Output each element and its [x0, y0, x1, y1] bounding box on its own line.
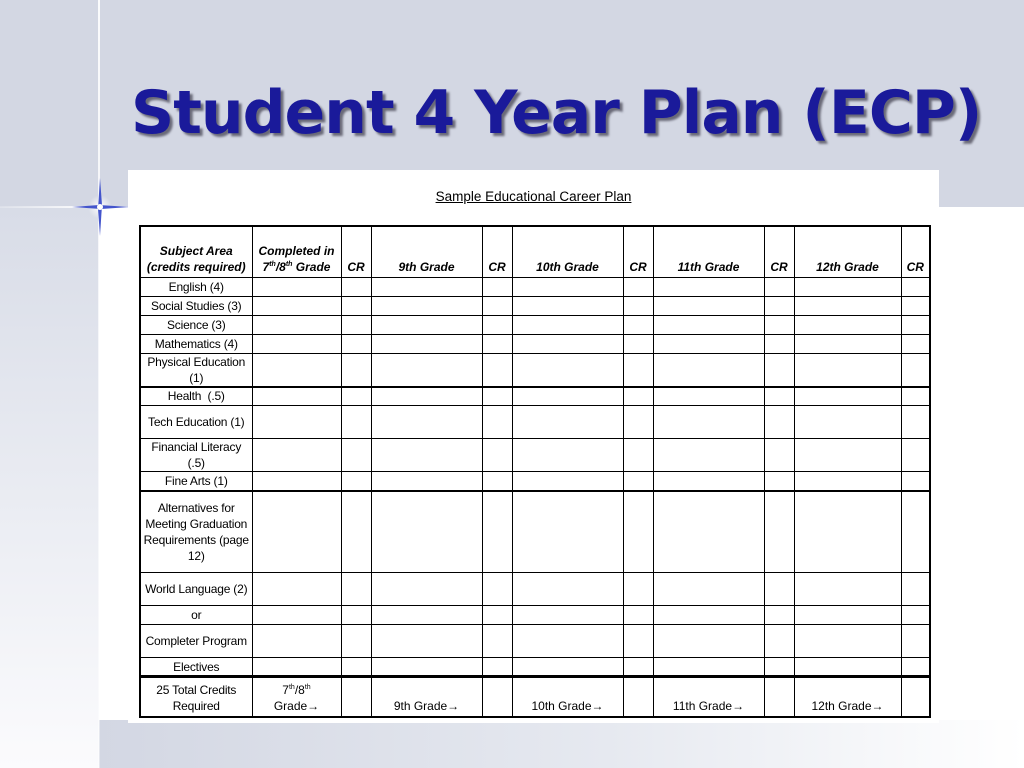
cr-cell[interactable] — [901, 472, 930, 491]
cr-cell[interactable] — [623, 387, 653, 406]
total-10th-grade-label: 10th Grade→ — [512, 677, 623, 717]
table-header-row — [140, 226, 930, 277]
grade-cell[interactable] — [794, 315, 901, 334]
completed-cell[interactable] — [252, 472, 341, 491]
vertical-accent-line — [98, 0, 100, 768]
cr-cell[interactable] — [623, 658, 653, 677]
grade-cell[interactable] — [794, 353, 901, 387]
cr-cell[interactable] — [901, 387, 930, 406]
table-row — [140, 491, 930, 573]
cr-cell[interactable] — [901, 334, 930, 353]
total-credits-label: 25 Total Credits Required — [140, 677, 252, 717]
document-panel — [128, 170, 939, 723]
cr-cell[interactable] — [341, 658, 371, 677]
total-11th-grade-label: 11th Grade→ — [653, 677, 764, 717]
grade-cell[interactable] — [794, 491, 901, 573]
cr-cell[interactable] — [764, 334, 794, 353]
cr-cell[interactable] — [764, 353, 794, 387]
cr-cell[interactable] — [901, 573, 930, 606]
cr-cell[interactable] — [764, 277, 794, 296]
cr-cell[interactable] — [341, 315, 371, 334]
grade-cell[interactable] — [794, 387, 901, 406]
career-plan-table — [139, 225, 931, 718]
cr-cell[interactable] — [482, 606, 512, 625]
cr-cell[interactable] — [764, 658, 794, 677]
grade-cell[interactable] — [371, 573, 482, 606]
cr-cell[interactable] — [482, 277, 512, 296]
cr-cell[interactable] — [623, 677, 653, 717]
grade-cell[interactable] — [653, 658, 764, 677]
total-completed-label: 7th/8th Grade→ — [252, 677, 341, 717]
grade-cell[interactable] — [794, 406, 901, 439]
cr-cell[interactable] — [901, 353, 930, 387]
cr-cell[interactable] — [341, 573, 371, 606]
cr-cell[interactable] — [482, 439, 512, 472]
subject-cell: Tech Education (1) — [140, 406, 252, 439]
subject-cell: Physical Education (1) — [140, 353, 252, 387]
grade-cell[interactable] — [794, 334, 901, 353]
grade-cell[interactable] — [512, 277, 623, 296]
completed-cell[interactable] — [252, 491, 341, 573]
cr-cell[interactable] — [901, 491, 930, 573]
cr-cell[interactable] — [623, 406, 653, 439]
grade-cell[interactable] — [512, 658, 623, 677]
grade-cell[interactable] — [512, 472, 623, 491]
grade-cell[interactable] — [653, 296, 764, 315]
completed-cell[interactable] — [252, 387, 341, 406]
table-row — [140, 606, 930, 625]
subject-cell: World Language (2) — [140, 573, 252, 606]
grade-cell[interactable] — [794, 573, 901, 606]
header-9th-grade: 9th Grade — [371, 226, 482, 277]
cr-cell[interactable] — [482, 353, 512, 387]
cr-cell[interactable] — [623, 439, 653, 472]
header-cr: CR — [482, 226, 512, 277]
cr-cell[interactable] — [482, 296, 512, 315]
grade-cell[interactable] — [371, 658, 482, 677]
cr-cell[interactable] — [623, 573, 653, 606]
cr-cell[interactable] — [341, 472, 371, 491]
table-row — [140, 406, 930, 439]
cr-cell[interactable] — [482, 491, 512, 573]
cr-cell[interactable] — [764, 573, 794, 606]
grade-cell[interactable] — [371, 296, 482, 315]
grade-cell[interactable] — [512, 296, 623, 315]
cr-cell[interactable] — [341, 387, 371, 406]
grade-cell[interactable] — [653, 334, 764, 353]
grade-cell[interactable] — [512, 439, 623, 472]
cr-cell[interactable] — [623, 606, 653, 625]
header-12th-grade: 12th Grade — [794, 226, 901, 277]
slide-background-left — [0, 207, 99, 768]
cr-cell[interactable] — [341, 406, 371, 439]
total-9th-grade-label: 9th Grade→ — [371, 677, 482, 717]
completed-cell[interactable] — [252, 315, 341, 334]
header-cr: CR — [764, 226, 794, 277]
subject-cell: Completer Program — [140, 625, 252, 658]
subject-cell: Electives — [140, 658, 252, 677]
completed-cell[interactable] — [252, 439, 341, 472]
completed-cell[interactable] — [252, 277, 341, 296]
cr-cell[interactable] — [764, 439, 794, 472]
cr-cell[interactable] — [341, 625, 371, 658]
cr-cell[interactable] — [341, 439, 371, 472]
grade-cell[interactable] — [653, 406, 764, 439]
cr-cell[interactable] — [764, 606, 794, 625]
cr-cell[interactable] — [623, 472, 653, 491]
cr-cell[interactable] — [482, 315, 512, 334]
cr-cell[interactable] — [341, 606, 371, 625]
grade-cell[interactable] — [512, 353, 623, 387]
header-cr: CR — [341, 226, 371, 277]
completed-cell[interactable] — [252, 625, 341, 658]
grade-cell[interactable] — [371, 439, 482, 472]
grade-cell[interactable] — [653, 315, 764, 334]
table-row — [140, 472, 930, 491]
total-12th-grade-label: 12th Grade→ — [794, 677, 901, 717]
sparkle-star-icon — [70, 176, 132, 238]
grade-cell[interactable] — [371, 387, 482, 406]
table-row — [140, 573, 930, 606]
grade-cell[interactable] — [794, 606, 901, 625]
grade-cell[interactable] — [653, 387, 764, 406]
grade-cell[interactable] — [653, 277, 764, 296]
table-row — [140, 296, 930, 315]
grade-cell[interactable] — [371, 472, 482, 491]
cr-cell[interactable] — [764, 296, 794, 315]
cr-cell[interactable] — [482, 677, 512, 717]
grade-cell[interactable] — [512, 334, 623, 353]
cr-cell[interactable] — [482, 573, 512, 606]
grade-cell[interactable] — [371, 625, 482, 658]
subject-cell: Alternatives for Meeting Graduation Requirements (page 12) — [140, 491, 252, 573]
grade-cell[interactable] — [512, 573, 623, 606]
subject-cell: English (4) — [140, 277, 252, 296]
completed-cell[interactable] — [252, 406, 341, 439]
grade-cell[interactable] — [794, 296, 901, 315]
cr-cell[interactable] — [623, 296, 653, 315]
header-cr: CR — [623, 226, 653, 277]
grade-cell[interactable] — [794, 658, 901, 677]
cr-cell[interactable] — [901, 658, 930, 677]
grade-cell[interactable] — [371, 315, 482, 334]
cr-cell[interactable] — [901, 296, 930, 315]
cr-cell[interactable] — [764, 625, 794, 658]
cr-cell[interactable] — [901, 606, 930, 625]
cr-cell[interactable] — [764, 491, 794, 573]
cr-cell[interactable] — [764, 315, 794, 334]
cr-cell[interactable] — [901, 625, 930, 658]
completed-cell[interactable] — [252, 296, 341, 315]
cr-cell[interactable] — [341, 491, 371, 573]
cr-cell[interactable] — [482, 472, 512, 491]
completed-cell[interactable] — [252, 334, 341, 353]
grade-cell[interactable] — [653, 491, 764, 573]
cr-cell[interactable] — [901, 315, 930, 334]
subject-cell: Financial Literacy (.5) — [140, 439, 252, 472]
table-row — [140, 387, 930, 406]
cr-cell[interactable] — [901, 677, 930, 717]
cr-cell[interactable] — [482, 658, 512, 677]
cr-cell[interactable] — [341, 334, 371, 353]
cr-cell[interactable] — [341, 353, 371, 387]
grade-cell[interactable] — [653, 439, 764, 472]
completed-cell[interactable] — [252, 573, 341, 606]
header-completed: Completed in 7th/8th Grade — [252, 226, 341, 277]
cr-cell[interactable] — [901, 277, 930, 296]
completed-cell[interactable] — [252, 606, 341, 625]
cr-cell[interactable] — [764, 387, 794, 406]
cr-cell[interactable] — [482, 625, 512, 658]
grade-cell[interactable] — [512, 387, 623, 406]
grade-cell[interactable] — [794, 439, 901, 472]
grade-cell[interactable] — [794, 472, 901, 491]
grade-cell[interactable] — [653, 353, 764, 387]
cr-cell[interactable] — [901, 439, 930, 472]
grade-cell[interactable] — [371, 353, 482, 387]
cr-cell[interactable] — [482, 334, 512, 353]
cr-cell[interactable] — [764, 406, 794, 439]
cr-cell[interactable] — [341, 677, 371, 717]
slide-title: Student 4 Year Plan (ECP) — [131, 78, 982, 148]
grade-cell[interactable] — [653, 606, 764, 625]
slide-background-bottom — [99, 720, 1024, 768]
header-cr: CR — [901, 226, 930, 277]
table-row — [140, 277, 930, 296]
cr-cell[interactable] — [623, 491, 653, 573]
table-row — [140, 658, 930, 677]
cr-cell[interactable] — [623, 353, 653, 387]
grade-cell[interactable] — [512, 625, 623, 658]
grade-cell[interactable] — [512, 315, 623, 334]
header-11th-grade: 11th Grade — [653, 226, 764, 277]
subject-cell: or — [140, 606, 252, 625]
table-row — [140, 334, 930, 353]
cr-cell[interactable] — [341, 277, 371, 296]
cr-cell[interactable] — [482, 387, 512, 406]
subject-cell: Social Studies (3) — [140, 296, 252, 315]
grade-cell[interactable] — [653, 573, 764, 606]
grade-cell[interactable] — [653, 625, 764, 658]
cr-cell[interactable] — [623, 277, 653, 296]
subject-cell: Fine Arts (1) — [140, 472, 252, 491]
grade-cell[interactable] — [512, 491, 623, 573]
subject-cell: Health (.5) — [140, 387, 252, 406]
cr-cell[interactable] — [623, 625, 653, 658]
subject-cell: Mathematics (4) — [140, 334, 252, 353]
grade-cell[interactable] — [371, 277, 482, 296]
grade-cell[interactable] — [653, 472, 764, 491]
completed-cell[interactable] — [252, 658, 341, 677]
header-10th-grade: 10th Grade — [512, 226, 623, 277]
table-row — [140, 315, 930, 334]
grade-cell[interactable] — [794, 625, 901, 658]
document-heading: Sample Educational Career Plan — [435, 189, 632, 204]
grade-cell[interactable] — [794, 277, 901, 296]
cr-cell[interactable] — [623, 334, 653, 353]
cr-cell[interactable] — [764, 472, 794, 491]
cr-cell[interactable] — [482, 406, 512, 439]
grade-cell[interactable] — [371, 606, 482, 625]
grade-cell[interactable] — [371, 491, 482, 573]
table-row — [140, 439, 930, 472]
header-subject-area: Subject Area (credits required) — [140, 226, 252, 277]
cr-cell[interactable] — [623, 315, 653, 334]
cr-cell[interactable] — [901, 406, 930, 439]
total-credits-row — [140, 677, 930, 717]
completed-cell[interactable] — [252, 353, 341, 387]
cr-cell[interactable] — [764, 677, 794, 717]
cr-cell[interactable] — [341, 296, 371, 315]
table-row — [140, 625, 930, 658]
grade-cell[interactable] — [371, 406, 482, 439]
grade-cell[interactable] — [371, 334, 482, 353]
subject-cell: Science (3) — [140, 315, 252, 334]
table-row — [140, 353, 930, 387]
grade-cell[interactable] — [512, 606, 623, 625]
grade-cell[interactable] — [512, 406, 623, 439]
